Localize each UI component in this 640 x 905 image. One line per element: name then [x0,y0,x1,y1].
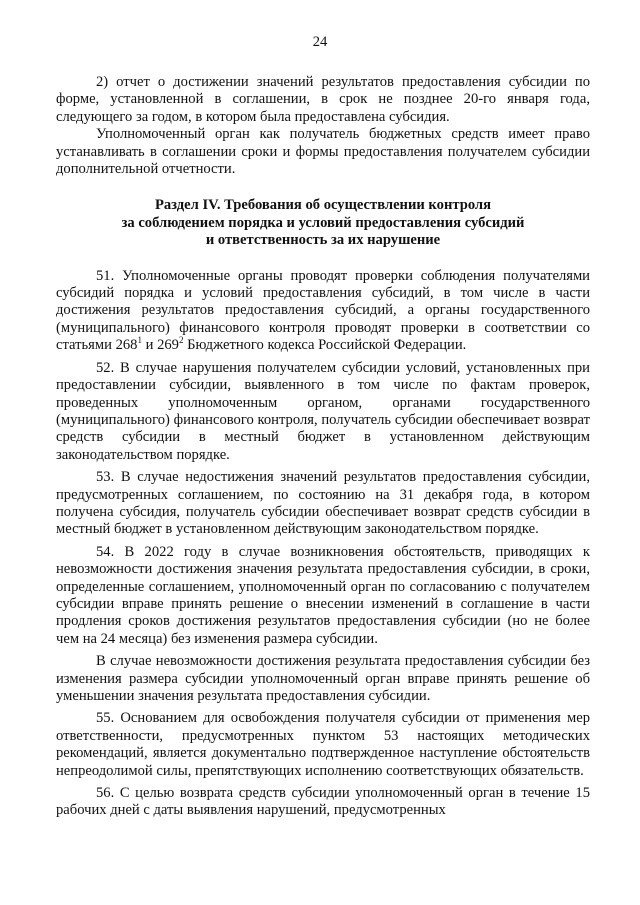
paragraph-54-continued: В случае невозможности достижения результата предоставления субсидии без изменения размера субсидии уполномоченный орган вправе принять решение об уменьшении значения результата предоставления субсидии. [56,653,590,704]
superscript-1: 1 [137,335,142,346]
superscript-2: 2 [178,335,184,346]
paragraph-51-text-b: и 269 [141,337,179,354]
section-title [56,197,590,249]
page-number: 24 [312,34,328,50]
section-title-line-1: Раздел IV. Требования об осуществлении контроля [154,197,492,214]
paragraph-53: 53. В случае недостижения значений результатов предоставления субсидии, предусмотренных соглашением, по состоянию на 31 декабря года, в котором получена субсидия, получатель субсидии обеспечивает возврат средств субсидии в местный бюджет в установленном действующим законодательством порядке. [56,469,590,538]
section-title-line-2: за соблюдением порядка и условий предоставления субсидий [121,214,525,231]
paragraph-51-text-c: Бюджетного кодекса Российской Федерации. [183,337,467,354]
paragraph-reporting-rights: Уполномоченный орган как получатель бюджетных средств имеет право устанавливать в соглашении сроки и формы предоставления получателем субсидии дополнительной отчетности. [56,126,590,178]
paragraph-51-text-a: 51. Уполномоченные органы проводят проверки соблюдения получателями субсидий порядка и условий предоставления субсидий, в том числе в части достижения результатов предоставления субсидий, а органы государственного (муниципального) финансового контроля проводят проверки в соответствии со статьями 268 [56,267,590,354]
section-title-line-3: и ответственность за их нарушение [205,232,441,249]
paragraph-report: 2) отчет о достижении значений результатов предоставления субсидии по форме, установленной в соглашении, в срок не позднее 20-го января года, следующего за годом, в котором была предоставлена субсидия. [56,74,590,125]
paragraph-56: 56. С целью возврата средств субсидии уполномоченный орган в течение 15 рабочих дней с даты выявления нарушений, предусмотренных [56,785,590,819]
paragraph-55: 55. Основанием для освобождения получателя субсидии от применения мер ответственности, предусмотренных пунктом 53 настоящих методических рекомендаций, является документально подтвержденное наступление обстоятельств непреодолимой силы, препятствующих исполнению соответствующих обязательств. [56,710,590,779]
page-body [56,74,590,820]
paragraph-52: 52. В случае нарушения получателем субсидии условий, установленных при предоставлении субсидии, выявленного в том числе по фактам проверок, проведенных уполномоченным органом, органами государственного (муниципального) финансового контроля, получатель субсидии обеспечивает возврат средств субсидии в местный бюджет в установленном действующим законодательством порядке. [56,359,590,463]
paragraph-54: 54. В 2022 году в случае возникновения обстоятельств, приводящих к невозможности достижения значения результата предоставления субсидии, в сроки, определенные соглашением, уполномоченный орган по согласованию с получателем субсидии вправе принять решение о внесении изменений в соглашение в части продления сроков достижения результатов предоставления субсидии (но не более чем на 24 месяца) без изменения размера субсидии. [56,543,590,647]
paragraph-51 [56,268,590,355]
